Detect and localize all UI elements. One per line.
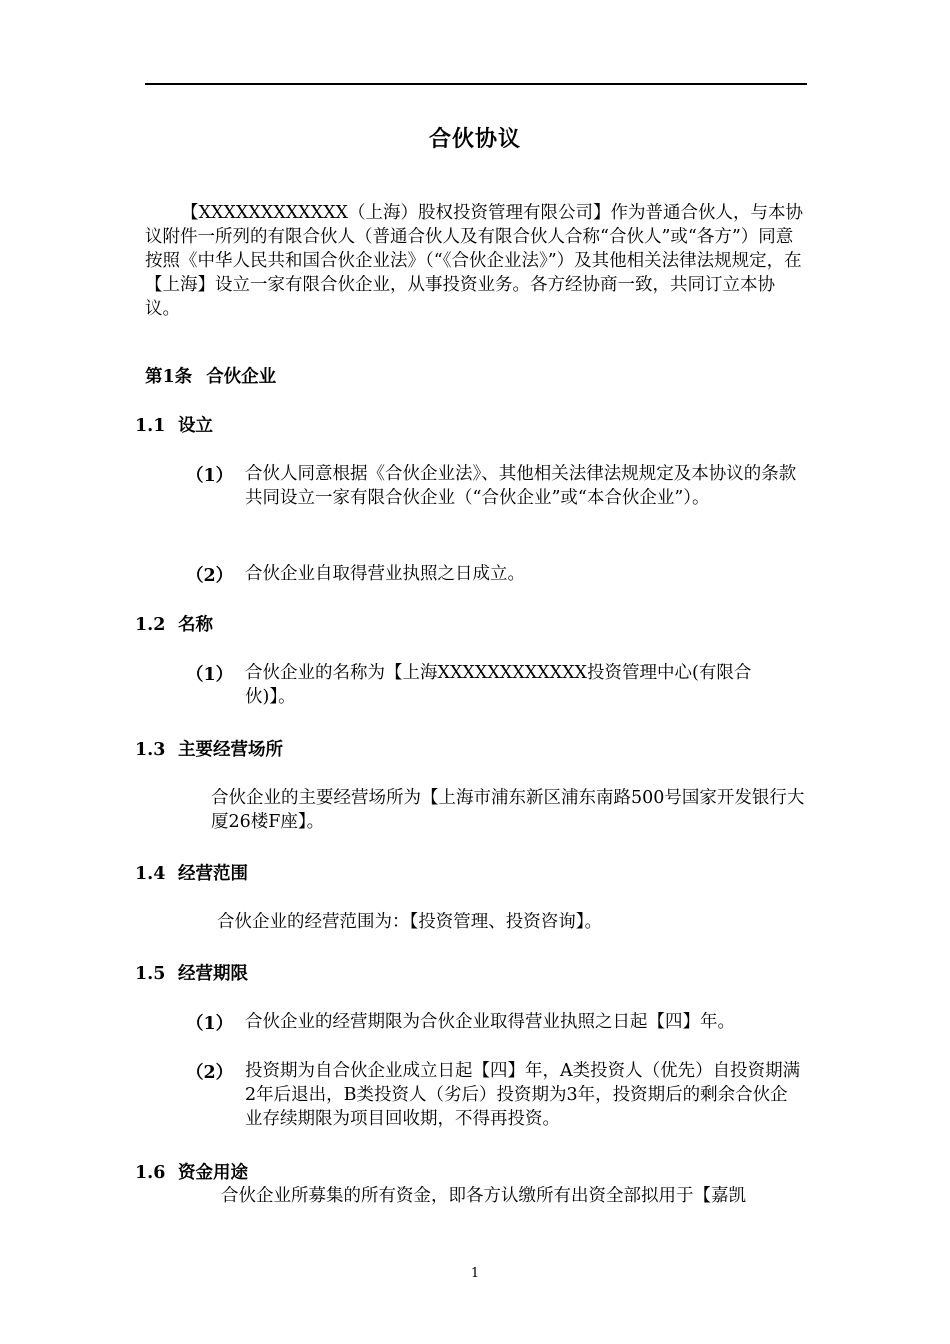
section-paragraph: 合伙企业的主要经营场所为【上海市浦东新区浦东南路500号国家开发银行大厦26楼F座】。 — [211, 788, 805, 832]
section-title: 资金用途 — [178, 1163, 248, 1183]
article-title: 合伙企业 — [206, 367, 277, 387]
item-number: （1） — [186, 466, 234, 486]
section-number: 1.6 — [135, 1163, 166, 1183]
section-title: 经营范围 — [178, 864, 248, 884]
item-number: （2） — [186, 566, 234, 586]
section-heading-1-4 — [135, 860, 248, 885]
section-number: 1.4 — [135, 864, 166, 884]
section-heading-1-5 — [135, 960, 248, 985]
section-heading-1-3 — [135, 736, 283, 761]
item-number: （1） — [186, 665, 234, 685]
section-title: 设立 — [178, 416, 213, 436]
item-text: 投资期为自合伙企业成立日起【四】年，A类投资人（优先）自投资期满2年后退出，B类投资人（劣后）投资期为3年，投资期后的剩余合伙企业存续期限为项目回收期，不得再投资。 — [245, 1061, 801, 1129]
item-text: 合伙人同意根据《合伙企业法》、其他相关法律法规规定及本协议的条款共同设立一家有限合伙企业（“合伙企业”或“本合伙企业”）。 — [245, 464, 797, 508]
intro-paragraph: 【XXXXXXXXXXXX（上海）股权投资管理有限公司】作为普通合伙人，与本协议附件一所列的有限合伙人（普通合伙人及有限合伙人合称“合伙人”或“各方”）同意按照《中华人民共和国合伙企业法》（“《合伙企业法》”）及其他相关法律法规规定，在【上海】设立一家有限合伙企业，从事投资业务。各方经协商一致，共同订立本协议。 — [145, 203, 803, 319]
section-number: 1.3 — [135, 740, 166, 760]
section-heading-1-2 — [135, 611, 213, 636]
section-title: 经营期限 — [178, 964, 248, 984]
document-title: 合伙协议 — [428, 126, 521, 152]
item-text: 合伙企业自取得营业执照之日成立。 — [245, 564, 525, 584]
section-title: 主要经营场所 — [178, 740, 283, 760]
item-number: （1） — [186, 1014, 234, 1034]
section-title: 名称 — [178, 615, 213, 635]
item-text: 合伙企业的经营期限为合伙企业取得营业执照之日起【四】年。 — [245, 1012, 735, 1032]
section-number: 1.1 — [135, 416, 166, 436]
section-paragraph: 合伙企业所募集的所有资金，即各方认缴所有出资全部拟用于【嘉凯 — [221, 1186, 746, 1206]
section-paragraph: 合伙企业的经营范围为：【投资管理、投资咨询】。 — [217, 912, 602, 932]
header-rule — [145, 83, 807, 85]
section-number: 1.5 — [135, 964, 166, 984]
page-number: 1 — [470, 1266, 480, 1281]
item-text: 合伙企业的名称为【上海XXXXXXXXXXXX投资管理中心(有限合伙)】。 — [245, 663, 752, 707]
section-number: 1.2 — [135, 615, 166, 635]
section-heading-1-6 — [135, 1159, 248, 1184]
article-heading — [145, 363, 290, 388]
article-number: 第1条 — [145, 367, 193, 387]
section-heading-1-1 — [135, 412, 213, 437]
item-number: （2） — [186, 1063, 234, 1083]
